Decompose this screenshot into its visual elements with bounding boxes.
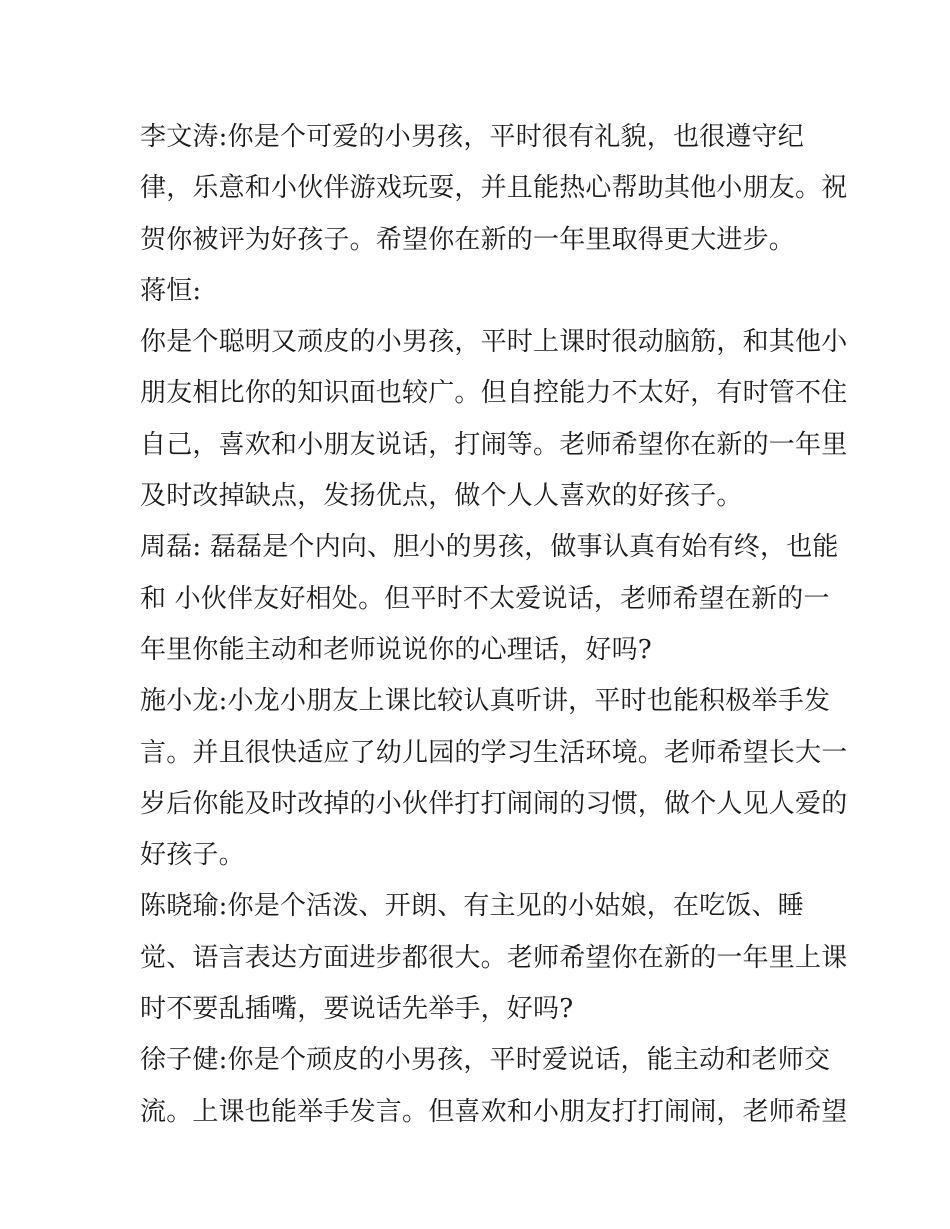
text-line: 徐子健:你是个顽皮的小男孩，平时爱说话，能主动和老师交 (140, 1045, 831, 1076)
text-line: 蒋恒: (140, 275, 202, 306)
text-line: 好孩子。 (140, 840, 245, 871)
text-line: 时不要乱插嘴，要说话先举手，好吗? (140, 994, 574, 1025)
text-line: 朋友相比你的知识面也较广。但自控能力不太好，有时管不住 (140, 378, 848, 409)
text-line: 贺你被评为好孩子。希望你在新的一年里取得更大进步。 (140, 224, 796, 255)
text-line: 年里你能主动和老师说说你的心理话，好吗? (140, 634, 652, 665)
text-line: 和 小伙伴友好相处。但平时不太爱说话，老师希望在新的一 (140, 583, 830, 614)
text-line: 岁后你能及时改掉的小伙伴打打闹闹的习惯，做个人见人爱的 (140, 788, 848, 819)
text-line: 周磊: 磊磊是个内向、胆小的男孩，做事认真有始有终，也能 (140, 532, 839, 563)
text-line: 及时改掉缺点，发扬优点，做个人人喜欢的好孩子。 (140, 481, 743, 512)
text-line: 施小龙:小龙小朋友上课比较认真听讲，平时也能积极举手发 (140, 686, 831, 717)
text-line: 律，乐意和小伙伴游戏玩耍，并且能热心帮助其他小朋友。祝 (140, 173, 848, 204)
text-line: 觉、语言表达方面进步都很大。老师希望你在新的一年里上课 (140, 942, 848, 973)
text-line: 自己，喜欢和小朋友说话，打闹等。老师希望你在新的一年里 (140, 429, 848, 460)
text-line: 李文涛:你是个可爱的小男孩，平时很有礼貌，也很遵守纪 (140, 122, 804, 152)
text-line: 言。并且很快适应了幼儿园的学习生活环境。老师希望长大一 (140, 737, 848, 768)
document-body (140, 112, 848, 1138)
text-line: 陈晓瑜:你是个活泼、开朗、有主见的小姑娘，在吃饭、睡 (140, 891, 804, 922)
text-line: 流。上课也能举手发言。但喜欢和小朋友打打闹闹，老师希望 (140, 1096, 848, 1127)
text-line: 你是个聪明又顽皮的小男孩，平时上课时很动脑筋，和其他小 (140, 327, 848, 358)
